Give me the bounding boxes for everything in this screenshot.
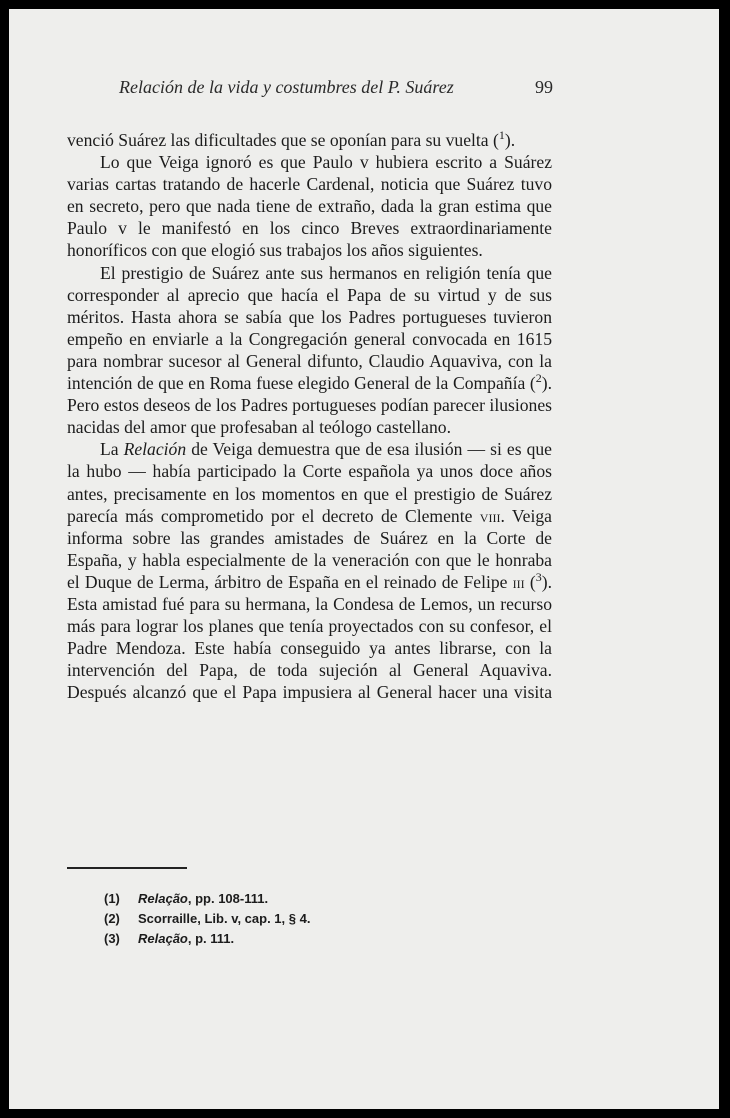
body-text [67, 129, 552, 703]
footnote-ref-2[interactable]: 2 [535, 371, 542, 386]
italic-title: Relación [123, 439, 187, 460]
footnote-1: (1) Relação, pp. 108-111. [104, 891, 269, 906]
paragraph-4: La Relación de Veiga demuestra que de esa ilusión — si es que la hubo — había participado la Corte española ya unos doce años antes, precisamente en los momentos en que el prestigio de Suárez parecía más comprometido por el decreto de Clemente viii. Veiga informa sobre las grandes amistades de Suárez en la Corte de España, y habla especialmente de la veneración con que le honraba el Duque de Lerma, árbitro de España en el reinado de Felipe iii ($^3$). Esta amistad fué para su hermana, la Condesa de Lemos, un recurso más para lograr los planes que tenía proyectados con su confesor, el Padre Mendoza. Este había conseguido ya antes librarse, con la intervención del Papa, de toda sujeción al General Aquaviva. Después alcanzó que el Papa impusiera al General hacer una visita [67, 439, 552, 703]
footnote-3: (3) Relação, p. 111. [104, 931, 235, 946]
running-header [119, 77, 553, 98]
paragraph-2: Lo que Veiga ignoró es que Paulo v hubiera escrito a Suárez varias cartas tratando de hacerle Cardenal, noticia que Suárez tuvo en secreto, pero que nada tiene de extraño, dada la gran estima que Paulo v le manifestó en los cinco Breves extraordinariamente honoríficos con que elogió sus trabajos los años siguientes. [67, 152, 552, 261]
page-number: 99 [535, 77, 553, 97]
footnote-ref-1[interactable]: 1 [498, 128, 505, 143]
book-page [9, 9, 719, 1109]
footnote-ref-3[interactable]: 3 [535, 570, 542, 585]
footnote-2: (2) Scorraille, Lib. v, cap. 1, § 4. [104, 911, 311, 926]
footnote-divider [67, 867, 187, 869]
paragraph-1: venció Suárez las dificultades que se oponían para su vuelta ($^1$). [67, 128, 516, 150]
footnotes [104, 889, 310, 949]
running-title: Relación de la vida y costumbres del P. Suárez [119, 77, 454, 97]
paragraph-3: El prestigio de Suárez ante sus hermanos en religión tenía que corresponder al aprecio que hacía el Papa de su virtud y de sus méritos. Hasta ahora se sabía que los Padres portugueses tuvieron empeño en enviarle a la Congregación general convocada en 1615 para nombrar sucesor al General difunto, Claudio Aquaviva, con la intención de que en Roma fuese elegido General de la Compañía ($^2$). Pero estos deseos de los Padres portugueses podían parecer ilusiones nacidas del amor que profesaban al teólogo castellano. [67, 262, 553, 438]
